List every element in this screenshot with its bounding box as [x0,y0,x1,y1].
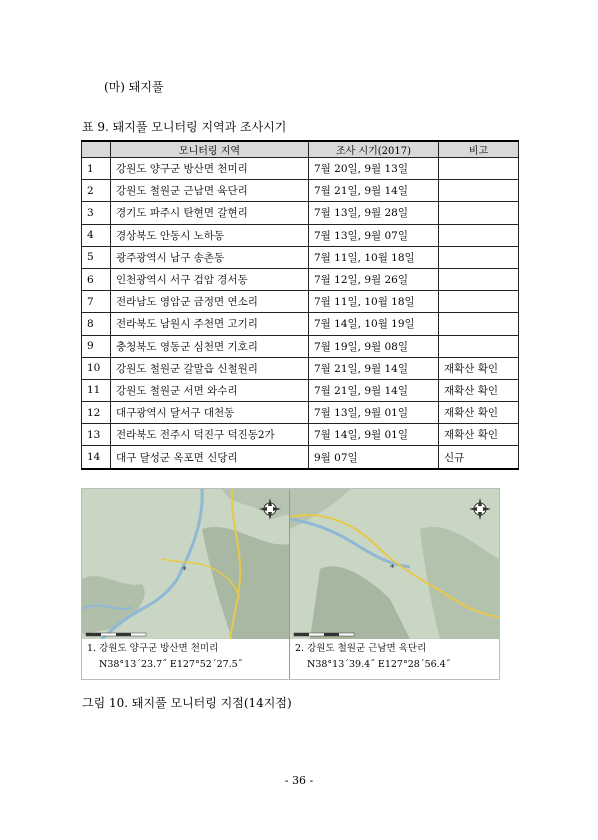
cell-region: 강원도 철원군 서면 와수리 [111,379,309,401]
cell-no: 11 [82,379,111,401]
cell-region: 인천광역시 서구 검암 경서동 [111,268,309,290]
cell-no: 9 [82,335,111,357]
map-figure [81,488,500,680]
cell-no: 2 [82,180,111,202]
cell-no: 10 [82,357,111,379]
figure-caption: 그림 10. 돼지풀 모니터링 지점(14지점) [82,696,292,710]
table-row [82,446,519,469]
cell-period: 7월 11일, 10월 18일 [309,246,439,268]
table-header-row [82,141,519,158]
header-period: 조사 시기(2017) [309,141,439,158]
cell-note: 재확산 확인 [439,402,519,424]
cell-period: 7월 21일, 9월 14일 [309,379,439,401]
cell-note: 재확산 확인 [439,357,519,379]
table-row [82,357,519,379]
cell-period: 7월 21일, 9월 14일 [309,180,439,202]
cell-period: 7월 19일, 9월 08일 [309,335,439,357]
cell-no: 7 [82,291,111,313]
svg-text:*: * [182,566,187,576]
map-label-1-name: 1. 강원도 양구군 방산면 천미리 [87,643,219,654]
cell-no: 12 [82,402,111,424]
cell-period: 7월 21일, 9월 14일 [309,357,439,379]
cell-period: 7월 12일, 9월 26일 [309,268,439,290]
cell-note: 재확산 확인 [439,379,519,401]
cell-note [439,246,519,268]
map-label-1-coords: N38°13´23.7˝ E127°52´27.5˝ [99,659,243,670]
cell-note [439,313,519,335]
cell-note: 재확산 확인 [439,424,519,446]
svg-text:*: * [390,564,395,574]
table-row [82,268,519,290]
cell-region: 전라북도 남원시 주천면 고기리 [111,313,309,335]
table-row [82,180,519,202]
scale-bar [294,633,354,636]
map-label-2 [295,641,495,677]
cell-note [439,291,519,313]
cell-region: 대구 달성군 옥포면 신당리 [111,446,309,469]
cell-region: 강원도 철원군 갈말읍 신철원리 [111,357,309,379]
map-panel-1 [82,489,290,639]
cell-region: 대구광역시 달서구 대천동 [111,402,309,424]
cell-no: 13 [82,424,111,446]
cell-note: 신규 [439,446,519,469]
section-heading: (마) 돼지풀 [104,80,164,94]
cell-region: 전라북도 전주시 덕진구 덕진동2가 [111,424,309,446]
cell-no: 3 [82,202,111,224]
map-label-2-name: 2. 강원도 철원군 근남면 육단리 [295,643,427,654]
cell-no: 5 [82,246,111,268]
cell-note [439,180,519,202]
cell-note [439,202,519,224]
cell-region: 경상북도 안동시 노하동 [111,224,309,246]
table-row [82,158,519,180]
cell-period: 7월 14일, 9월 01일 [309,424,439,446]
table-row [82,402,519,424]
cell-note [439,335,519,357]
page-number: - 36 - [284,774,314,787]
cell-period: 7월 13일, 9월 01일 [309,402,439,424]
map-label-2-coords: N38°13´39.4˝ E127°28´56.4˝ [307,659,451,670]
cell-period: 7월 13일, 9월 07일 [309,224,439,246]
cell-note [439,158,519,180]
cell-no: 8 [82,313,111,335]
scale-bar [86,633,146,636]
map-label-1 [87,641,283,677]
header-region: 모니터링 지역 [111,141,309,158]
monitoring-table [81,140,519,470]
table-row [82,424,519,446]
header-no [82,141,111,158]
cell-period: 7월 13일, 9월 28일 [309,202,439,224]
cell-region: 전라남도 영암군 금정면 연소리 [111,291,309,313]
header-note: 비고 [439,141,519,158]
cell-no: 14 [82,446,111,469]
table-row [82,379,519,401]
cell-period: 9월 07일 [309,446,439,469]
cell-note [439,224,519,246]
table-row [82,335,519,357]
cell-region: 광주광역시 남구 송촌동 [111,246,309,268]
cell-region: 강원도 양구군 방산면 천미리 [111,158,309,180]
cell-no: 1 [82,158,111,180]
cell-period: 7월 11일, 10월 18일 [309,291,439,313]
cell-period: 7월 14일, 10월 19일 [309,313,439,335]
table-row [82,224,519,246]
cell-region: 경기도 파주시 탄현면 갈현리 [111,202,309,224]
table-row [82,313,519,335]
cell-period: 7월 20일, 9월 13일 [309,158,439,180]
table-caption: 표 9. 돼지풀 모니터링 지역과 조사시기 [82,120,287,134]
cell-no: 6 [82,268,111,290]
cell-note [439,268,519,290]
map-image-2 [290,489,499,639]
map-image-1 [82,489,289,639]
cell-region: 충청북도 영동군 심천면 기호리 [111,335,309,357]
cell-region: 강원도 철원군 근남면 육단리 [111,180,309,202]
table-row [82,291,519,313]
map-panel-2 [290,489,499,639]
table-row [82,202,519,224]
table-row [82,246,519,268]
cell-no: 4 [82,224,111,246]
